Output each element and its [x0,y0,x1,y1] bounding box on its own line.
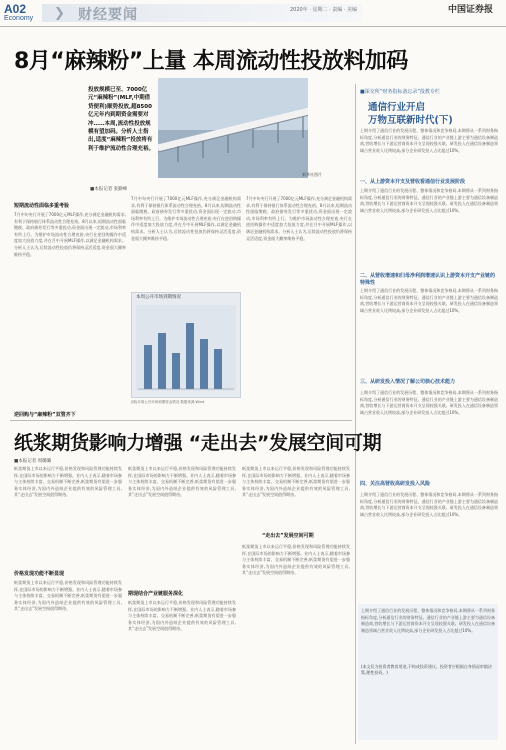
article-column-2: 7月中旬央行开展了7000亿元MLF操作,充分满足金融机构需求,有利于保持银行体系流动性合理充裕。8月以来,短期流动性面临缴税、政府债券发行等多重扰动,资金面出现一定波动,市场利率有所上行。为维护市场流动性合理充裕,央行在逆回购操作中适度加大投放力度,并在月中开展MLF操作,以满足金融机构需求。分析人士认为,后续流动性投放仍将保持灵活适度,资金面大概率维持平稳。 [131,196,241,241]
sidebar-title-line1: 通信行业开启 [368,102,426,113]
sidebar-disclaimer: (本文仅为投资者教育用途,不构成投资建议。投资者应根据自身情况审慎决策,理性投资。) [361,664,492,675]
sidebar-heading-1: 一、从上游资本开支及营收看通信行业发展阶段 [360,179,466,185]
sidebar-text-5: 上期介绍了通信行业的发展历程、整体情况和竞争格局,本期将从一系列财务指标角度,分析通信行业的财务特征。通信行业的产业链上游主要为通信设备制造商,营收增长与下游运营商资本开支呈现较强关联。研发投入在通信设备制造领域占营业收入比例较高,部分企业研发投入占比超过10%。 [361,608,495,633]
chart-bar [144,345,152,389]
sidebar-heading-3: 三、从研发投入情况了解公司核心技术能力 [360,379,456,385]
subhead-2: 逆回购与“麻辣粉”双管齐下 [14,412,76,418]
section-english: Economy [4,15,34,22]
sidebar-heading-2: 二、从营收增速和归母净利润增速认识上游资本开支产业链的特殊性 [360,273,496,286]
chart-bar [172,353,180,389]
page-header [0,0,506,27]
bridge-photo [158,78,338,178]
headline-second: 纸浆期货影响力增强 “走出去”发展空间可期 [14,432,382,454]
story2-subhead-2: 期现结合产业链服务深化 [128,591,184,597]
sidebar-intro: 上期介绍了通信行业的发展历程、整体情况和竞争格局,本期将从一系列财务指标角度,分析通信行业的财务特征。通信行业的产业链上游主要为通信设备制造商,营收增长与下游运营商资本开支呈现较强关联。研发投入在通信设备制造领域占营业收入比例较高,部分企业研发投入占比超过10%。 [360,128,498,153]
headline-main: 8月“麻辣粉”上量 本周流动性投放料加码 [14,49,408,74]
sidebar-tag: ■深交所“财务指标备忘录”投教专栏 [360,89,440,95]
chart-bar [200,339,208,389]
chevron-right-icon: ❯ [54,6,65,21]
story2-column-3a: 纸浆期货上市以来运行平稳,价格发现和风险管理功能持续发挥,在国际市场的影响力不断增强。业内人士表示,随着市场参与主体持续丰富、交易机制不断完善,纸浆期货有望进一步服务实体经济,为国内外造纸企业提供有效的风险管理工具,其“走出去”发展空间值得期待。 [242,466,350,498]
byline: ■本报记者 张勤峰 [90,187,128,192]
story2-subhead-1: 价格发现功能不断显现 [14,571,65,577]
story2-column-1a: 纸浆期货上市以来运行平稳,价格发现和风险管理功能持续发挥,在国际市场的影响力不断增强。业内人士表示,随着市场参与主体持续丰富、交易机制不断完善,纸浆期货有望进一步服务实体经济,为国内外造纸企业提供有效的风险管理工具,其“走出去”发展空间值得期待。 [14,466,122,498]
story-divider [10,420,352,421]
sidebar-text-2: 上期介绍了通信行业的发展历程、整体情况和竞争格局,本期将从一系列财务指标角度,分析通信行业的财务特征。通信行业的产业链上游主要为通信设备制造商,营收增长与下游运营商资本开支呈现较强关联。研发投入在通信设备制造领域占营业收入比例较高,部分企业研发投入占比超过10%。 [360,288,498,313]
subhead-1: 短期流动性面临多重考验 [14,203,70,209]
section-title: 财经要闻 [78,7,138,23]
article-column-3: 7月中旬央行开展了7000亿元MLF操作,充分满足金融机构需求,有利于保持银行体系流动性合理充裕。8月以来,短期流动性面临缴税、政府债券发行等多重扰动,资金面出现一定波动,市场利率有所上行。为维护市场流动性合理充裕,央行在逆回购操作中适度加大投放力度,并在月中开展MLF操作,以满足金融机构需求。分析人士认为,后续流动性投放仍将保持灵活适度,资金面大概率维持平稳。 [246,196,352,241]
byline-second: ■本报记者 周璐璐 [14,459,52,464]
bar-chart [131,292,241,398]
masthead-logo: 中国证券报 [448,5,494,15]
story2-column-2a: 纸浆期货上市以来运行平稳,价格发现和风险管理功能持续发挥,在国际市场的影响力不断增强。业内人士表示,随着市场参与主体持续丰富、交易机制不断完善,纸浆期货有望进一步服务实体经济,为国内外造纸企业提供有效的风险管理工具,其“走出去”发展空间值得期待。 [128,466,236,498]
sidebar-text-1: 上期介绍了通信行业的发展历程、整体情况和竞争格局,本期将从一系列财务指标角度,分析通信行业的财务特征。通信行业的产业链上游主要为通信设备制造商,营收增长与下游运营商资本开支呈现较强关联。研发投入在通信设备制造领域占营业收入比例较高,部分企业研发投入占比超过10%。 [360,188,498,213]
sidebar-heading-4: 四、关注高营收高研发投入风险 [360,481,431,487]
page-number: A02 [4,2,27,16]
column-divider [355,84,356,744]
story2-column-1b: 纸浆期货上市以来运行平稳,价格发现和风险管理功能持续发挥,在国际市场的影响力不断增强。业内人士表示,随着市场参与主体持续丰富、交易机制不断完善,纸浆期货有望进一步服务实体经济,为国内外造纸企业提供有效的风险管理工具,其“走出去”发展空间值得期待。 [14,580,122,612]
chart-caption: (图)本周公开市场到期资金情况 数据来源:Wind [131,400,205,404]
article-column-1: 7月中旬央行开展了7000亿元MLF操作,充分满足金融机构需求,有利于保持银行体系流动性合理充裕。8月以来,短期流动性面临缴税、政府债券发行等多重扰动,资金面出现一定波动,市场利率有所上行。为维护市场流动性合理充裕,央行在逆回购操作中适度加大投放力度,并在月中开展MLF操作,以满足金融机构需求。分析人士认为,后续流动性投放仍将保持灵活适度,资金面大概率维持平稳。 [14,212,126,257]
story2-column-2b: 纸浆期货上市以来运行平稳,价格发现和风险管理功能持续发挥,在国际市场的影响力不断增强。业内人士表示,随着市场参与主体持续丰富、交易机制不断完善,纸浆期货有望进一步服务实体经济,为国内外造纸企业提供有效的风险管理工具,其“走出去”发展空间值得期待。 [128,600,236,632]
story2-column-3b: 纸浆期货上市以来运行平稳,价格发现和风险管理功能持续发挥,在国际市场的影响力不断增强。业内人士表示,随着市场参与主体持续丰富、交易机制不断完善,纸浆期货有望进一步服务实体经济,为国内外造纸企业提供有效的风险管理工具,其“走出去”发展空间值得期待。 [242,544,350,576]
chart-bar [186,323,194,389]
sidebar-title-line2: 万物互联新时代(下) [368,115,453,126]
issue-meta: 2020年 · 星期二 · 责编 · 美编 [290,7,358,13]
photo-caption: 新华社图片 [302,172,322,177]
lead-paragraph: 投放规模已至、7000亿元“麻辣粉”(MLF,中期借贷便利)顺势投放,超8500亿元年内到期资金需要对冲……本周,流动性投放规模有望加码。分析人士指出,适度“麻辣粉”投放将有利于维护流动性合理充裕。 [88,87,155,152]
sidebar-text-3: 上期介绍了通信行业的发展历程、整体情况和竞争格局,本期将从一系列财务指标角度,分析通信行业的财务特征。通信行业的产业链上游主要为通信设备制造商,营收增长与下游运营商资本开支呈现较强关联。研发投入在通信设备制造领域占营业收入比例较高,部分企业研发投入占比超过10%。 [360,390,498,415]
story2-subhead-3: “走出去”发展空间可期 [262,533,314,539]
sidebar-text-4: 上期介绍了通信行业的发展历程、整体情况和竞争格局,本期将从一系列财务指标角度,分析通信行业的财务特征。通信行业的产业链上游主要为通信设备制造商,营收增长与下游运营商资本开支呈现较强关联。研发投入在通信设备制造领域占营业收入比例较高,部分企业研发投入占比超过10%。 [360,492,498,517]
chart-bar [158,333,166,389]
chart-bar [214,349,222,389]
chart-title: 本周公开市场到期情况 [136,295,181,300]
